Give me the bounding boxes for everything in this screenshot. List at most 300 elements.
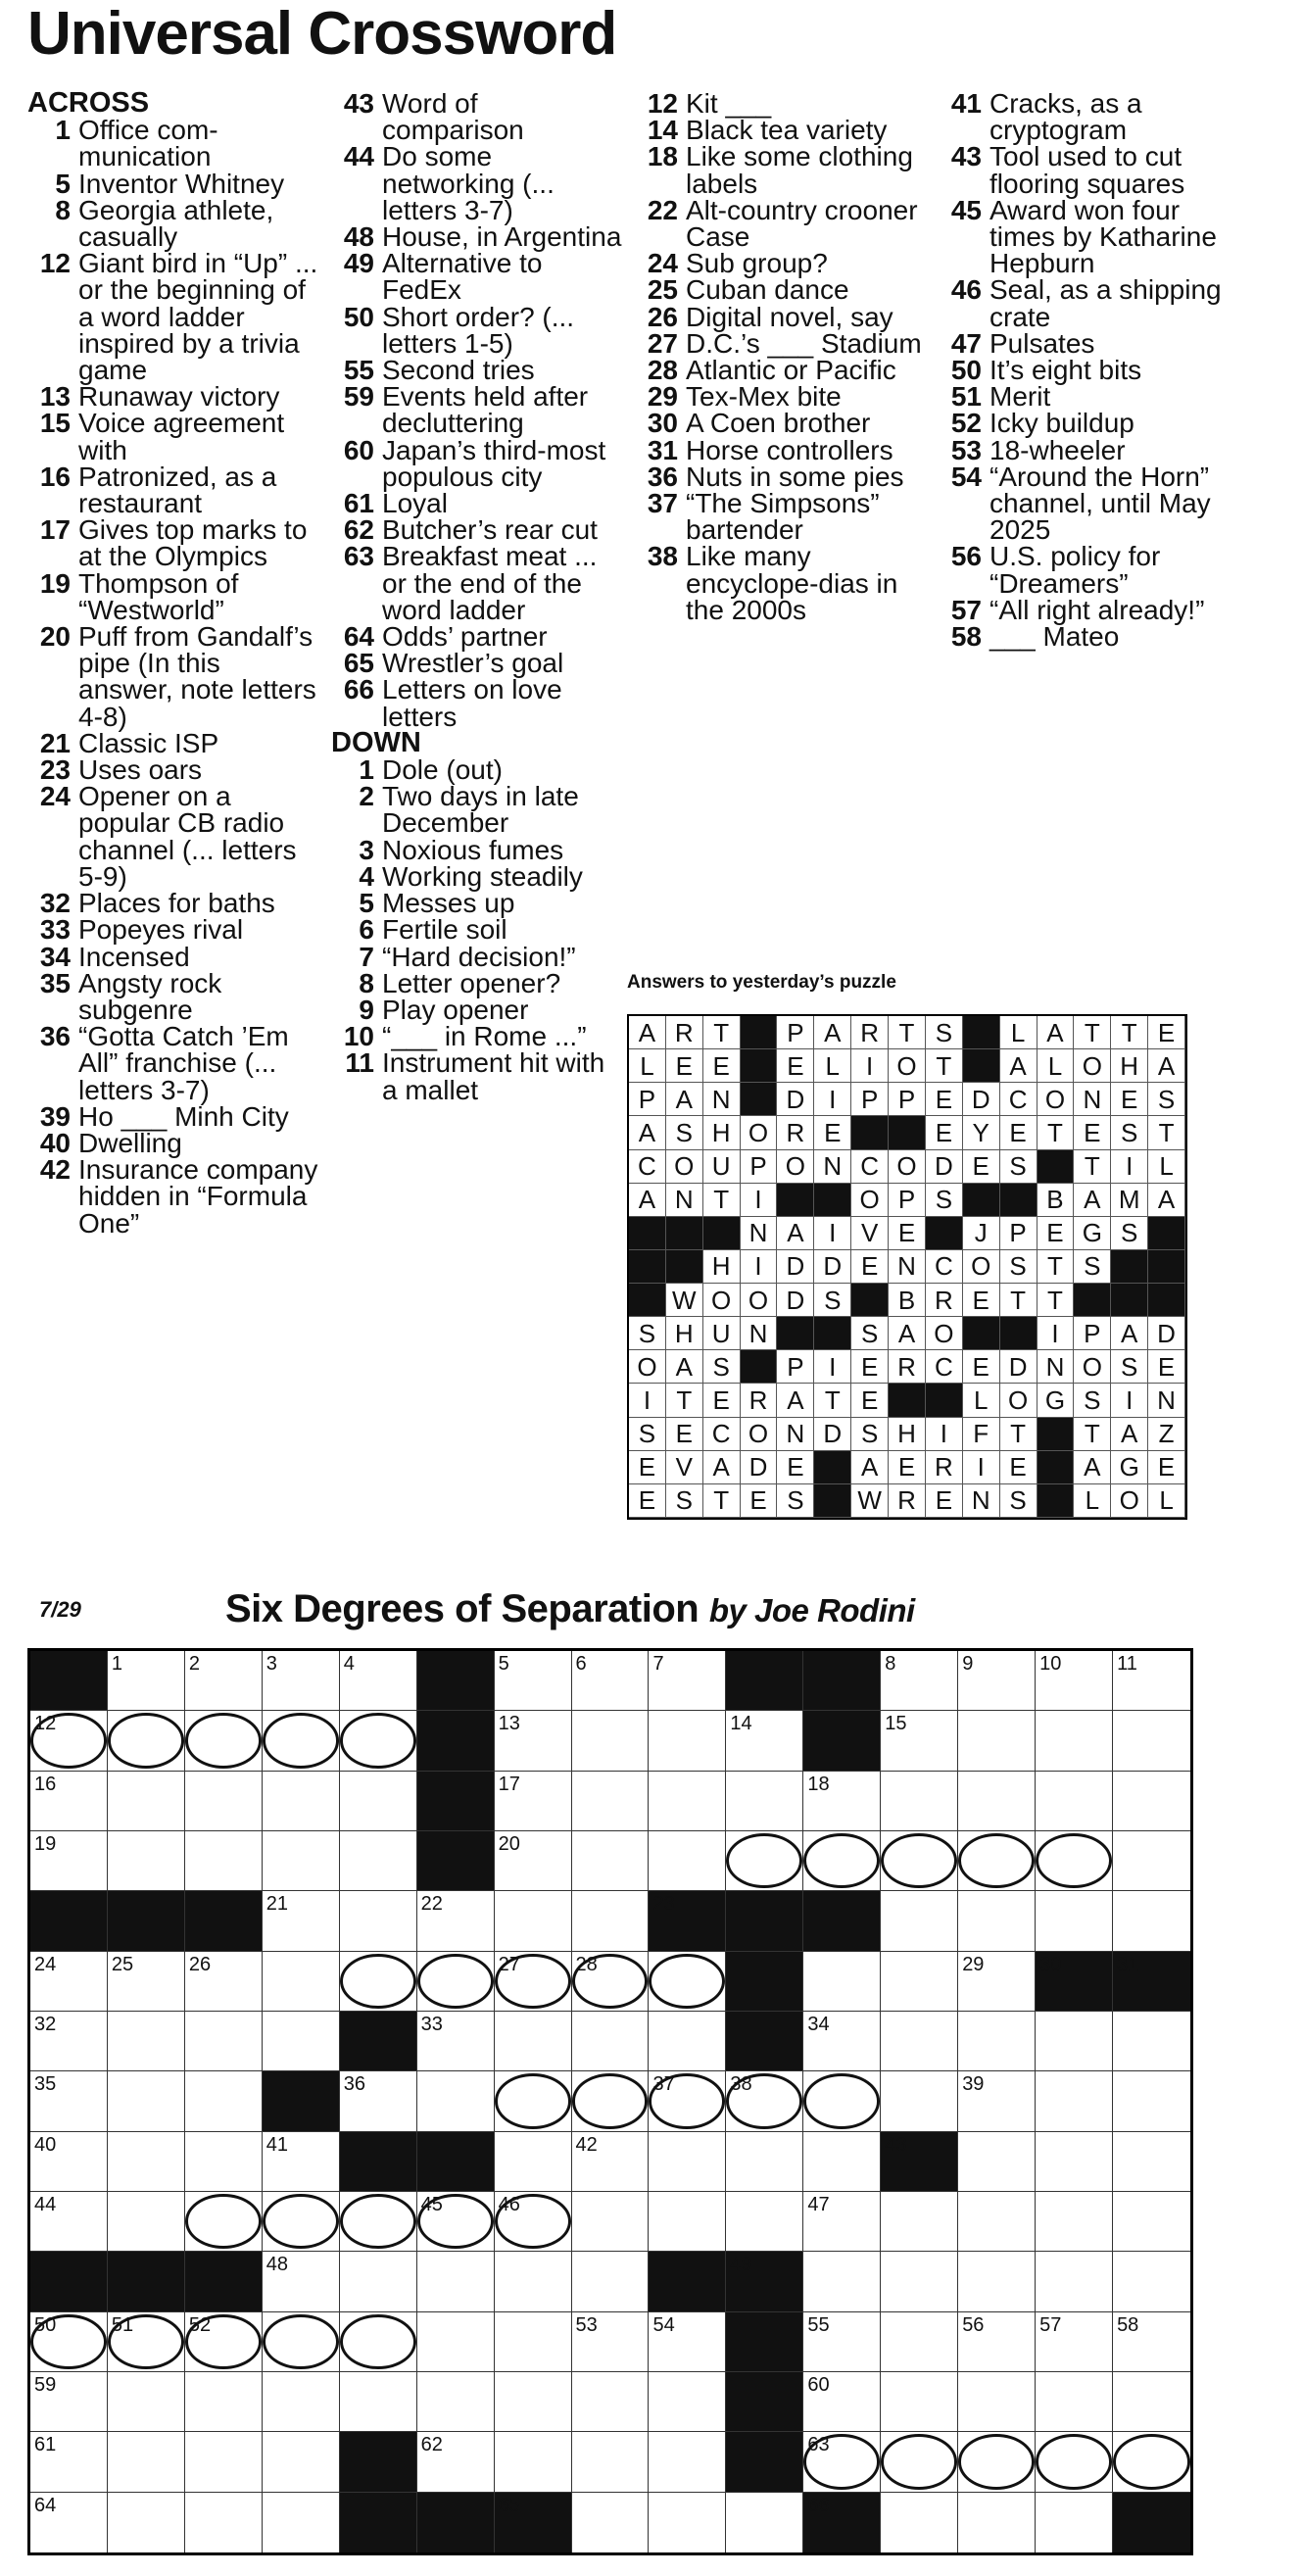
clue[interactable] xyxy=(331,888,625,919)
grid-cell[interactable] xyxy=(803,2012,881,2071)
answer-cell: S xyxy=(666,1484,703,1518)
grid-cell[interactable] xyxy=(1036,1831,1113,1891)
cell-number: 37 xyxy=(652,2073,675,2096)
clue[interactable] xyxy=(635,274,929,306)
clue[interactable] xyxy=(27,461,321,519)
clue[interactable] xyxy=(331,941,625,972)
grid-cell[interactable] xyxy=(340,2312,417,2372)
grid-cell[interactable] xyxy=(417,2012,495,2071)
grid-cell[interactable] xyxy=(417,2372,495,2432)
grid-cell[interactable] xyxy=(726,2071,803,2131)
grid-cell[interactable] xyxy=(263,1772,340,1831)
grid-cell[interactable] xyxy=(108,2372,185,2432)
grid-cell[interactable] xyxy=(185,1651,263,1711)
grid-cell[interactable] xyxy=(1036,2432,1113,2492)
clue[interactable] xyxy=(331,301,625,359)
grid-cell[interactable] xyxy=(108,1772,185,1831)
grid-cell[interactable] xyxy=(572,1651,650,1711)
grid-cell[interactable] xyxy=(417,1891,495,1951)
clue[interactable] xyxy=(635,488,929,546)
grid-cell[interactable] xyxy=(1113,2372,1190,2432)
clue[interactable] xyxy=(27,381,321,413)
grid-cell[interactable] xyxy=(1036,2372,1113,2432)
grid-cell[interactable] xyxy=(495,2432,572,2492)
grid-cell[interactable] xyxy=(185,2012,263,2071)
clue[interactable] xyxy=(27,783,321,890)
grid-cell[interactable] xyxy=(803,2192,881,2252)
grid-cell[interactable] xyxy=(1113,1711,1190,1771)
grid-cell[interactable] xyxy=(881,2432,958,2492)
clue[interactable] xyxy=(331,967,625,998)
grid-cell[interactable] xyxy=(263,2432,340,2492)
clue[interactable] xyxy=(27,1156,321,1237)
grid-cell[interactable] xyxy=(185,2132,263,2192)
grid-cell[interactable] xyxy=(1113,2192,1190,2252)
black-square xyxy=(340,2493,417,2552)
grid-cell[interactable] xyxy=(263,2493,340,2552)
grid-cell[interactable] xyxy=(108,2432,185,2492)
grid-cell[interactable] xyxy=(495,2071,572,2131)
grid-cell[interactable] xyxy=(108,2132,185,2192)
grid-cell[interactable] xyxy=(1113,2252,1190,2311)
grid-cell[interactable] xyxy=(340,1772,417,1831)
clue[interactable] xyxy=(635,141,929,199)
clue[interactable] xyxy=(331,674,625,732)
grid-cell[interactable] xyxy=(572,2372,650,2432)
answer-cell: S xyxy=(777,1484,814,1518)
clue[interactable] xyxy=(635,301,929,332)
grid-cell[interactable] xyxy=(1036,1891,1113,1951)
grid-cell[interactable] xyxy=(495,1772,572,1831)
grid-cell[interactable] xyxy=(263,2012,340,2071)
grid-cell[interactable] xyxy=(1036,2132,1113,2192)
grid-cell[interactable] xyxy=(340,2071,417,2131)
grid-cell[interactable] xyxy=(1036,1772,1113,1831)
clue[interactable] xyxy=(331,381,625,439)
grid-cell[interactable] xyxy=(572,2252,650,2311)
clue-text: “Gotta Catch ’Em All” franchise (... letters 3-7) xyxy=(78,1021,289,1105)
clue[interactable] xyxy=(27,117,321,170)
grid-cell[interactable] xyxy=(30,1711,108,1771)
grid-cell[interactable] xyxy=(649,2192,726,2252)
clue[interactable] xyxy=(939,88,1232,146)
clue[interactable] xyxy=(939,141,1232,199)
grid-cell[interactable] xyxy=(958,1831,1036,1891)
clue[interactable] xyxy=(331,621,625,653)
grid-cell[interactable] xyxy=(185,2372,263,2432)
grid-cell[interactable] xyxy=(30,1952,108,2012)
grid-cell[interactable] xyxy=(185,1772,263,1831)
clue[interactable] xyxy=(939,594,1232,625)
clue[interactable] xyxy=(939,621,1232,653)
answer-cell: N xyxy=(777,1418,814,1451)
grid-cell[interactable] xyxy=(495,1711,572,1771)
answer-cell: E xyxy=(703,1384,741,1417)
grid-cell[interactable] xyxy=(572,2312,650,2372)
grid-cell[interactable] xyxy=(1036,2071,1113,2131)
clue[interactable] xyxy=(27,514,321,572)
grid-cell[interactable] xyxy=(263,2252,340,2311)
grid-cell[interactable] xyxy=(958,1711,1036,1771)
grid-cell[interactable] xyxy=(572,1891,650,1951)
grid-cell[interactable] xyxy=(958,2192,1036,2252)
crossword-grid[interactable] xyxy=(27,1648,1193,2555)
grid-cell[interactable] xyxy=(185,2432,263,2492)
grid-cell[interactable] xyxy=(572,1772,650,1831)
grid-cell[interactable] xyxy=(572,2493,650,2552)
clue[interactable] xyxy=(635,115,929,146)
grid-cell[interactable] xyxy=(958,1891,1036,1951)
grid-cell[interactable] xyxy=(1113,1831,1190,1891)
grid-cell[interactable] xyxy=(649,2312,726,2372)
grid-cell[interactable] xyxy=(572,1831,650,1891)
grid-cell[interactable] xyxy=(108,2071,185,2131)
clue-text: Award won four times by Katharine Hepburn xyxy=(989,194,1217,279)
grid-cell[interactable] xyxy=(263,2132,340,2192)
clue[interactable] xyxy=(939,194,1232,279)
grid-cell[interactable] xyxy=(958,2012,1036,2071)
clue[interactable] xyxy=(27,567,321,625)
grid-cell[interactable] xyxy=(417,2071,495,2131)
grid-cell[interactable] xyxy=(30,2372,108,2432)
clue[interactable] xyxy=(939,327,1232,359)
grid-cell[interactable] xyxy=(108,1651,185,1711)
grid-cell[interactable] xyxy=(803,1772,881,1831)
grid-cell[interactable] xyxy=(726,2192,803,2252)
grid-cell[interactable] xyxy=(958,1651,1036,1711)
grid-cell[interactable] xyxy=(108,1952,185,2012)
grid-cell[interactable] xyxy=(649,1952,726,2012)
clue[interactable] xyxy=(635,434,929,465)
grid-cell[interactable] xyxy=(495,2252,572,2311)
grid-cell[interactable] xyxy=(803,2071,881,2131)
answer-cell: E xyxy=(1000,1451,1038,1484)
clue[interactable] xyxy=(635,408,929,439)
clue[interactable] xyxy=(939,541,1232,599)
grid-cell[interactable] xyxy=(185,2493,263,2552)
grid-cell[interactable] xyxy=(1036,1651,1113,1711)
grid-cell[interactable] xyxy=(263,1711,340,1771)
clue[interactable] xyxy=(331,996,625,1023)
grid-cell[interactable] xyxy=(1113,2012,1190,2071)
black-square xyxy=(803,1711,881,1771)
grid-cell[interactable] xyxy=(263,1651,340,1711)
grid-cell[interactable] xyxy=(30,1831,108,1891)
grid-cell[interactable] xyxy=(1036,2192,1113,2252)
grid-cell[interactable] xyxy=(803,2432,881,2492)
grid-cell[interactable] xyxy=(881,1891,958,1951)
grid-cell[interactable] xyxy=(881,1952,958,2012)
answer-cell: N xyxy=(666,1184,703,1217)
grid-cell[interactable] xyxy=(572,2432,650,2492)
clue[interactable] xyxy=(27,248,321,386)
answer-cell: E xyxy=(666,1049,703,1083)
grid-cell[interactable] xyxy=(958,2312,1036,2372)
grid-cell[interactable] xyxy=(263,2312,340,2372)
grid-cell[interactable] xyxy=(572,2071,650,2131)
grid-cell[interactable] xyxy=(649,2132,726,2192)
clue[interactable] xyxy=(331,834,625,865)
grid-cell[interactable] xyxy=(495,1831,572,1891)
grid-cell[interactable] xyxy=(726,2132,803,2192)
grid-cell[interactable] xyxy=(340,1651,417,1711)
answer-cell: T xyxy=(1038,1284,1075,1317)
clue-number: 24 xyxy=(39,781,71,812)
grid-cell[interactable] xyxy=(881,2312,958,2372)
grid-cell[interactable] xyxy=(263,2192,340,2252)
clue[interactable] xyxy=(635,194,929,253)
cell-number: 66 xyxy=(807,2494,830,2516)
clue[interactable] xyxy=(939,463,1232,544)
grid-cell[interactable] xyxy=(803,1952,881,2012)
grid-cell[interactable] xyxy=(417,2312,495,2372)
grid-cell[interactable] xyxy=(726,2493,803,2552)
grid-cell[interactable] xyxy=(803,2132,881,2192)
clue[interactable] xyxy=(331,1021,625,1052)
clue-number: 30 xyxy=(647,408,678,439)
grid-cell[interactable] xyxy=(30,1772,108,1831)
grid-cell[interactable] xyxy=(649,2493,726,2552)
clue[interactable] xyxy=(939,408,1232,439)
grid-cell[interactable] xyxy=(572,1711,650,1771)
grid-cell[interactable] xyxy=(108,2312,185,2372)
clue[interactable] xyxy=(635,327,929,359)
grid-cell[interactable] xyxy=(417,1952,495,2012)
answer-cell: B xyxy=(1038,1184,1075,1217)
clue[interactable] xyxy=(331,648,625,679)
clue[interactable] xyxy=(27,914,321,946)
clue[interactable] xyxy=(331,754,625,786)
clue[interactable] xyxy=(27,754,321,786)
grid-cell[interactable] xyxy=(30,2432,108,2492)
grid-cell[interactable] xyxy=(30,2312,108,2372)
grid-cell[interactable] xyxy=(572,1952,650,2012)
grid-cell[interactable] xyxy=(417,2432,495,2492)
grid-cell[interactable] xyxy=(340,1711,417,1771)
grid-cell[interactable] xyxy=(340,1952,417,2012)
grid-cell[interactable] xyxy=(417,2252,495,2311)
grid-cell[interactable] xyxy=(572,2132,650,2192)
grid-cell[interactable] xyxy=(263,1831,340,1891)
grid-cell[interactable] xyxy=(1036,2252,1113,2311)
grid-cell[interactable] xyxy=(958,2071,1036,2131)
grid-cell[interactable] xyxy=(495,1952,572,2012)
grid-cell[interactable] xyxy=(263,1891,340,1951)
grid-cell[interactable] xyxy=(30,2071,108,2131)
grid-cell[interactable] xyxy=(881,1772,958,1831)
grid-cell[interactable] xyxy=(881,1711,958,1771)
clue[interactable] xyxy=(27,941,321,972)
grid-cell[interactable] xyxy=(108,1831,185,1891)
grid-cell[interactable] xyxy=(881,2372,958,2432)
clue[interactable] xyxy=(331,355,625,386)
grid-cell[interactable] xyxy=(340,1831,417,1891)
grid-cell[interactable] xyxy=(495,2192,572,2252)
puzzle-date: 7/29 xyxy=(39,1597,81,1622)
clue[interactable] xyxy=(331,860,625,892)
grid-cell[interactable] xyxy=(958,2372,1036,2432)
grid-cell[interactable] xyxy=(881,2252,958,2311)
answer-cell: I xyxy=(741,1250,778,1284)
answer-cell: S xyxy=(703,1350,741,1384)
clue[interactable] xyxy=(939,381,1232,413)
grid-cell[interactable] xyxy=(958,2252,1036,2311)
grid-cell[interactable] xyxy=(30,2493,108,2552)
grid-cell[interactable] xyxy=(958,1772,1036,1831)
answer-cell: A xyxy=(1000,1049,1038,1083)
grid-cell[interactable] xyxy=(340,2372,417,2432)
grid-cell[interactable] xyxy=(340,2252,417,2311)
grid-cell[interactable] xyxy=(803,2372,881,2432)
grid-cell[interactable] xyxy=(108,1711,185,1771)
grid-cell[interactable] xyxy=(1113,2432,1190,2492)
grid-cell[interactable] xyxy=(185,1952,263,2012)
clue[interactable] xyxy=(27,1023,321,1103)
grid-cell[interactable] xyxy=(263,1952,340,2012)
clue[interactable] xyxy=(27,727,321,758)
clue[interactable] xyxy=(331,248,625,306)
clue[interactable] xyxy=(331,221,625,253)
grid-cell[interactable] xyxy=(649,1711,726,1771)
clue[interactable] xyxy=(331,514,625,546)
clue[interactable] xyxy=(635,381,929,413)
answer-cell: D xyxy=(1148,1317,1185,1350)
grid-cell[interactable] xyxy=(108,2012,185,2071)
clue[interactable] xyxy=(331,488,625,519)
clue[interactable] xyxy=(27,194,321,253)
clue[interactable] xyxy=(635,90,929,117)
grid-cell[interactable] xyxy=(185,2312,263,2372)
grid-cell[interactable] xyxy=(649,2432,726,2492)
grid-cell[interactable] xyxy=(726,1711,803,1771)
grid-cell[interactable] xyxy=(185,1711,263,1771)
grid-cell[interactable] xyxy=(881,2012,958,2071)
grid-cell[interactable] xyxy=(958,2432,1036,2492)
grid-cell[interactable] xyxy=(726,1772,803,1831)
grid-cell[interactable] xyxy=(495,2372,572,2432)
clue[interactable] xyxy=(939,274,1232,332)
grid-cell[interactable] xyxy=(417,2192,495,2252)
clue[interactable] xyxy=(27,170,321,197)
clue[interactable] xyxy=(27,888,321,919)
grid-cell[interactable] xyxy=(495,2312,572,2372)
cell-number: 22 xyxy=(420,1893,443,1916)
grid-cell[interactable] xyxy=(649,1772,726,1831)
clue[interactable] xyxy=(27,967,321,1025)
clue-number: 9 xyxy=(359,994,374,1025)
clue[interactable] xyxy=(331,1047,625,1105)
clue-text: Noxious fumes xyxy=(382,834,564,865)
grid-cell[interactable] xyxy=(649,1831,726,1891)
grid-cell[interactable] xyxy=(1113,1651,1190,1711)
clue[interactable] xyxy=(331,914,625,946)
clue-number: 16 xyxy=(39,461,71,492)
grid-cell[interactable] xyxy=(1036,2493,1113,2552)
grid-cell[interactable] xyxy=(803,2312,881,2372)
grid-cell[interactable] xyxy=(1113,1772,1190,1831)
grid-cell[interactable] xyxy=(108,2192,185,2252)
grid-cell[interactable] xyxy=(1113,2071,1190,2131)
grid-cell[interactable] xyxy=(726,1831,803,1891)
grid-cell[interactable] xyxy=(881,1651,958,1711)
circle-marker xyxy=(958,2434,1035,2489)
grid-cell[interactable] xyxy=(958,2132,1036,2192)
grid-cell[interactable] xyxy=(649,1651,726,1711)
grid-cell[interactable] xyxy=(1036,2312,1113,2372)
clue[interactable] xyxy=(331,434,625,492)
clue[interactable] xyxy=(27,408,321,465)
clue-number: 27 xyxy=(647,327,678,359)
grid-cell[interactable] xyxy=(495,2012,572,2071)
grid-cell[interactable] xyxy=(881,1831,958,1891)
black-square xyxy=(1038,1484,1075,1518)
grid-cell[interactable] xyxy=(572,2192,650,2252)
grid-cell[interactable] xyxy=(340,2192,417,2252)
grid-cell[interactable] xyxy=(495,2132,572,2192)
clue[interactable] xyxy=(331,543,625,623)
grid-cell[interactable] xyxy=(30,2132,108,2192)
grid-cell[interactable] xyxy=(1113,1891,1190,1951)
grid-cell[interactable] xyxy=(881,2192,958,2252)
answer-cell: S xyxy=(1000,1250,1038,1284)
grid-cell[interactable] xyxy=(803,2252,881,2311)
grid-cell[interactable] xyxy=(30,2192,108,2252)
grid-cell[interactable] xyxy=(803,1831,881,1891)
grid-cell[interactable] xyxy=(958,2493,1036,2552)
grid-cell[interactable] xyxy=(1036,1711,1113,1771)
clue-number: 11 xyxy=(345,1047,374,1079)
clue[interactable] xyxy=(331,88,625,146)
clue[interactable] xyxy=(27,623,321,730)
grid-cell[interactable] xyxy=(649,2012,726,2071)
grid-cell[interactable] xyxy=(495,1651,572,1711)
grid-cell[interactable] xyxy=(1036,2012,1113,2071)
grid-cell[interactable] xyxy=(649,2071,726,2131)
grid-cell[interactable] xyxy=(1113,2312,1190,2372)
clue[interactable] xyxy=(27,1127,321,1158)
clue[interactable] xyxy=(635,463,929,490)
clue[interactable] xyxy=(635,248,929,279)
grid-cell[interactable] xyxy=(649,2372,726,2432)
grid-cell[interactable] xyxy=(185,2192,263,2252)
clue[interactable] xyxy=(635,355,929,386)
answer-cell: D xyxy=(1000,1350,1038,1384)
cell-number: 19 xyxy=(34,1832,57,1855)
clue[interactable] xyxy=(331,781,625,839)
cell-number: 6 xyxy=(575,1653,587,1675)
clue[interactable] xyxy=(939,434,1232,465)
grid-cell[interactable] xyxy=(881,2071,958,2131)
grid-cell[interactable] xyxy=(1113,2132,1190,2192)
clue[interactable] xyxy=(635,543,929,623)
grid-cell[interactable] xyxy=(572,2012,650,2071)
clue[interactable] xyxy=(27,1100,321,1132)
clue[interactable] xyxy=(939,355,1232,386)
clue-text: Two days in late December xyxy=(382,781,579,839)
grid-cell[interactable] xyxy=(495,1891,572,1951)
grid-cell[interactable] xyxy=(185,2071,263,2131)
grid-cell[interactable] xyxy=(108,2493,185,2552)
grid-cell[interactable] xyxy=(185,1831,263,1891)
grid-cell[interactable] xyxy=(263,2372,340,2432)
black-square xyxy=(803,1891,881,1951)
clue[interactable] xyxy=(331,143,625,223)
grid-cell[interactable] xyxy=(340,1891,417,1951)
grid-cell[interactable] xyxy=(881,2493,958,2552)
cell-number: 52 xyxy=(188,2313,212,2336)
grid-cell[interactable] xyxy=(958,1952,1036,2012)
grid-cell[interactable] xyxy=(30,2012,108,2071)
